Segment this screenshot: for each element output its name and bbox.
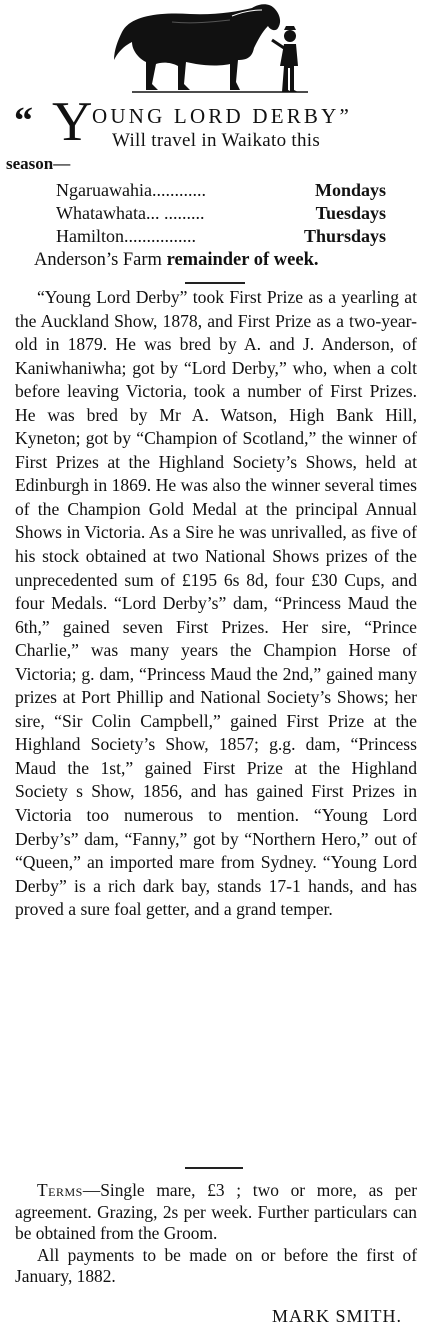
travel-notice: Will travel in Waikato this (112, 130, 321, 151)
pedigree-text (15, 286, 417, 922)
title-initial: Y (52, 91, 93, 153)
schedule-day: Thursdays (303, 226, 386, 246)
schedule-town: Whatawhata... ......... (56, 203, 205, 223)
pedigree-paragraph: “Young Lord Derby” took First Prize as a yearling at the Auckland Show, 1878, and First Prize as a two-year-old in 1879. He was bred by A. and J. Anderson, of Kaniwhaniwha; got by “Lord Derby,” who, when a colt before leaving Victoria, took a number of First Prizes. He was bred by Mr A. Watson, High Bank Hill, Kyneton; got by “Champion of Scotland,” the winner of First Prizes at the Highland Society’s Shows, held at Edinburgh in 1869. He was also the winner several times of the Champion Gold Medal at the principal Annual Shows in Victoria. As a Sire he was unrivalled, as five of his stock obtained at two National Shows prizes of the unprecedented sum of £195 6s 8d, four £30 Cups, and four Medals. “Lord Derby’s” dam, “Princess Maud the 6th,” gained seven First Prizes. Her sire, “Prince Charlie,” was many years the Champion Horse of Victoria; g. dam, “Princess Maud the 2nd,” gained many prizes at Port Phillip and National Society’s Shows; her sire, “Sir Colin Campbell,” gained First Prize at the Highland Society’s Show, 1857; g.g. dam, “Princess Maud the 1st,” gained First Prize at the Highland Society s Show, 1856, and has gained First Prizes in Victoria too numerous to mention. “Young Lord Derby’s” dam, “Fanny,” got by “Northern Hero,” out of “Queen,” an imported mare from Sydney. “Young Lord Derby” is a rich dark bay, stands 17-1 hands, and has proved a sure foal getter, and a grand temper. (15, 287, 417, 920)
payment-paragraph: All payments to be made on or before the first of January, 1882. (15, 1244, 417, 1286)
schedule-day: Mondays (314, 180, 386, 200)
terms-paragraph: Terms—Single mare, £3 ; two or more, as per agreement. Grazing, 2s per week. Further particulars can be obtained from the Groom. (15, 1180, 417, 1243)
divider (185, 1167, 243, 1169)
title-text: OUNG LORD DERBY” (92, 104, 353, 128)
schedule-town: Ngaruawahia............ (56, 180, 206, 200)
terms-label: Terms (37, 1180, 83, 1200)
season-label: season— (6, 154, 71, 173)
open-quote: “ (14, 100, 33, 142)
signature: MARK SMITH. (271, 1306, 402, 1326)
terms-section (15, 1180, 417, 1288)
schedule-town: Hamilton................ (56, 226, 196, 246)
schedule-day: Tuesdays (315, 203, 386, 223)
horse-and-groom-illustration (112, 2, 312, 94)
divider (185, 282, 245, 284)
remainder-note: Anderson’s Farm remainder of week. (34, 250, 319, 270)
